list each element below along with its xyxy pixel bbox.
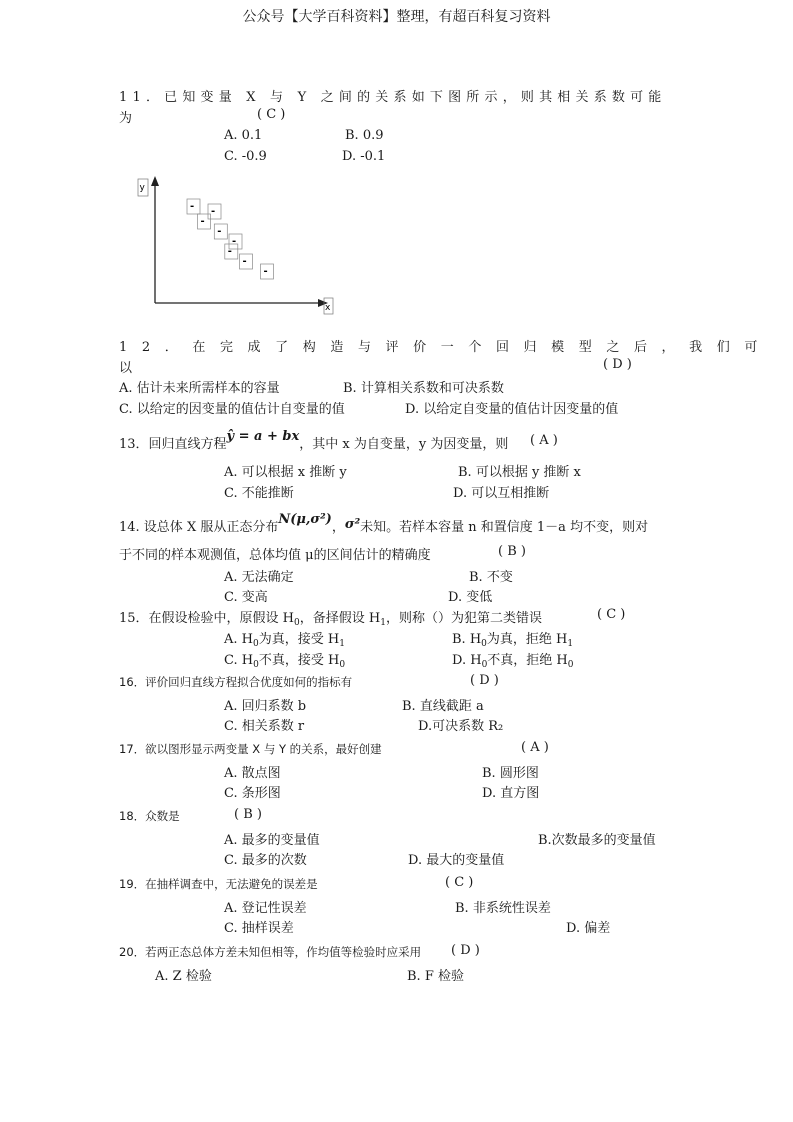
scatter-point: - (263, 266, 268, 277)
q11-stem-line1: 11．已知变量 X 与 Y 之间的关系如下图所示，则其相关系数可能 (119, 90, 667, 105)
q15-option-a: A. $H_0$为真，接受 $H_1$ (224, 632, 345, 649)
q19-answer: ( C ) (445, 875, 474, 890)
q19-stem: 19．在抽样调查中，无法避免的误差是 (119, 877, 318, 891)
q20-stem: 20．若两正态总体方差未知但相等，作均值等检验时应采用 (119, 945, 422, 959)
q14-stem-line2: 于不同的样本观测值，总体均值 μ的区间估计的精确度 (119, 548, 431, 563)
y-axis-arrow (151, 176, 159, 186)
q19-option-c: C. 抽样误差 (224, 921, 294, 936)
q17-option-c: C. 条形图 (224, 786, 281, 801)
q12-answer: ( D ) (603, 357, 632, 372)
q15-stem (119, 607, 542, 628)
q11-scatter-chart (132, 172, 337, 320)
q18-stem: 18．众数是 (119, 809, 180, 823)
q13-option-d: D. 可以互相推断 (453, 486, 550, 501)
scatter-point: - (200, 216, 205, 227)
q12-stem-line2: 以 (119, 361, 133, 376)
q14-option-d: D. 变低 (448, 590, 493, 605)
q14-stem-line1: 14. 设总体 X 服从正态分布N(μ,σ²)，σ²未知。若样本容量 n 和置信度 1－a 均不变，则对 (119, 512, 649, 535)
q14-stem-suffix: 未知。若样本容量 n 和置信度 1－a 均不变，则对 (360, 520, 649, 535)
q14-option-a: A. 无法确定 (224, 570, 294, 585)
q15-stem-part2: ，备择假设 H (299, 611, 381, 626)
q18-answer: ( B ) (234, 807, 262, 822)
q15-stem-part3: ，则称（）为犯第二类错误 (385, 611, 542, 626)
q16-option-a: A. 回归系数 b (224, 699, 307, 714)
q12-option-d: D. 以给定自变量的值估计因变量的值 (405, 402, 619, 417)
q17-option-d: D. 直方图 (482, 786, 540, 801)
q13-stem (119, 429, 509, 452)
q18-option-a: A. 最多的变量值 (224, 833, 320, 848)
q19-option-a: A. 登记性误差 (224, 901, 307, 916)
q15-h0-sub: 0 (294, 618, 300, 628)
q20-option-b: B. F 检验 (407, 969, 464, 984)
q11-option-a: A. 0.1 (224, 128, 263, 143)
q15-h1-sub: 1 (380, 618, 386, 628)
q16-answer: ( D ) (470, 673, 499, 688)
q19-option-d: D. 偏差 (566, 921, 611, 936)
q20-answer: ( D ) (451, 943, 480, 958)
q14-option-c: C. 变高 (224, 590, 268, 605)
q13-stem-suffix: ，其中 x 为自变量，y 为因变量，则 (299, 437, 509, 452)
q14-option-b: B. 不变 (469, 570, 513, 585)
q15-option-c: C. $H_0$不真，接受 $H_0$ (224, 653, 346, 670)
q12-option-a: A. 估计未来所需样本的容量 (119, 381, 280, 396)
q16-option-c: C. 相关系数 r (224, 719, 305, 734)
q17-option-b: B. 圆形图 (482, 766, 539, 781)
q14-sigma: σ² (344, 517, 361, 532)
q17-answer: ( A ) (521, 740, 549, 755)
scatter-point: - (217, 226, 222, 237)
q16-option-b: B. 直线截距 a (402, 699, 484, 714)
q20-option-a: A. Z 检验 (155, 969, 212, 984)
q14-stem-prefix: 14. 设总体 X 服从正态分布 (119, 520, 279, 535)
q18-option-b: B.次数最多的变量值 (538, 833, 656, 848)
scatter-point: - (232, 236, 237, 247)
q19-option-b: B. 非系统性误差 (455, 901, 551, 916)
q16-stem: 16．评价回归直线方程拟合优度如何的指标有 (119, 675, 353, 689)
q12-option-c: C. 以给定的因变量的值估计自变量的值 (119, 402, 345, 417)
q11-option-d: D. -0.1 (342, 149, 386, 164)
q13-option-b: B. 可以根据 y 推断 x (458, 465, 581, 480)
q13-stem-prefix: 13．回归直线方程 (119, 437, 227, 452)
q18-option-d: D. 最大的变量值 (408, 853, 505, 868)
scatter-point: - (242, 256, 247, 267)
q13-answer: ( A ) (530, 433, 558, 448)
q12-stem-line1: 12．在完成了构造与评价一个回归模型之后，我们可 (119, 340, 772, 355)
scatter-points (187, 199, 274, 279)
q14-answer: ( B ) (498, 544, 526, 559)
q15-answer: ( C ) (597, 607, 626, 622)
y-axis-label: y (139, 183, 145, 193)
q15-option-d: D. $H_0$不真，拒绝 $H_0$ (452, 653, 574, 670)
q13-option-a: A. 可以根据 x 推断 y (224, 465, 347, 480)
q11-stem-line2: 为 (119, 111, 133, 126)
x-axis-label: x (325, 303, 331, 313)
q13-formula: ŷ = a + bx (226, 429, 300, 444)
page-header: 公众号【大学百科资料】整理，有超百科复习资料 (242, 9, 551, 25)
q11-answer: ( C ) (257, 107, 286, 122)
scatter-point: - (227, 246, 232, 257)
scatter-point: - (211, 206, 216, 217)
q17-stem: 17．欲以图形显示两变量 X 与 Y 的关系，最好创建 (119, 742, 382, 756)
q13-option-c: C. 不能推断 (224, 486, 294, 501)
scatter-point: - (190, 201, 195, 212)
q12-option-b: B. 计算相关系数和可决系数 (343, 381, 504, 396)
q14-formula: N(μ,σ²) (278, 512, 332, 527)
q15-option-b: B. $H_0$为真，拒绝 $H_1$ (452, 632, 574, 649)
q11-option-b: B. 0.9 (345, 128, 384, 143)
q11-option-c: C. -0.9 (224, 149, 267, 164)
q18-option-c: C. 最多的次数 (224, 853, 307, 868)
q17-option-a: A. 散点图 (224, 766, 281, 781)
q16-option-d: D.可决系数 R₂ (418, 719, 504, 734)
q15-stem-part1: 15．在假设检验中，原假设 H (119, 611, 295, 626)
